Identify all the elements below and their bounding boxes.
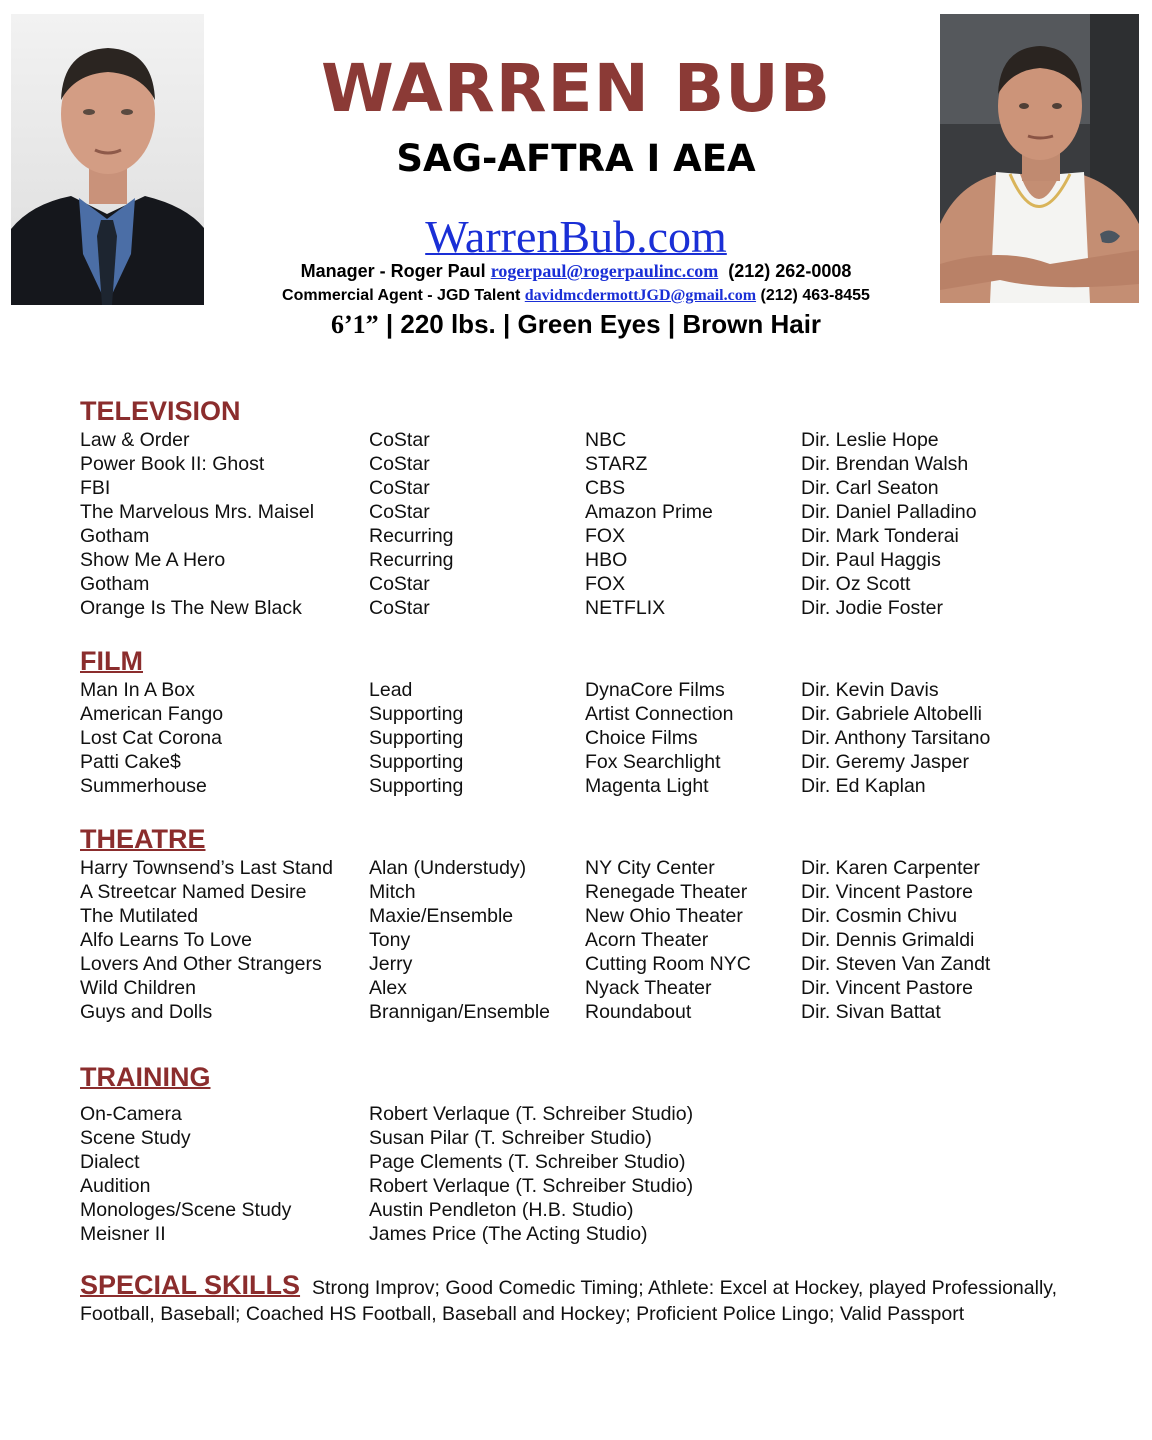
television-row xyxy=(80,572,1080,596)
film-role: Supporting xyxy=(369,775,464,797)
film-role: Lead xyxy=(369,679,413,701)
film-credits xyxy=(80,678,1080,798)
television-network: CBS xyxy=(585,477,626,499)
television-director: Dir. Carl Seaton xyxy=(801,477,939,499)
film-row xyxy=(80,774,1080,798)
television-title: Orange Is The New Black xyxy=(80,597,302,619)
manager-label: Manager - Roger Paul xyxy=(300,261,486,281)
television-title: FBI xyxy=(80,477,111,499)
agent-contact xyxy=(0,286,1152,306)
television-director: Dir. Daniel Palladino xyxy=(801,501,977,523)
television-role: CoStar xyxy=(369,477,430,499)
television-row xyxy=(80,452,1080,476)
television-title: Gotham xyxy=(80,573,150,595)
film-title: American Fango xyxy=(80,703,224,725)
television-network: FOX xyxy=(585,525,626,547)
theatre-title: Wild Children xyxy=(80,977,196,999)
television-role: CoStar xyxy=(369,573,430,595)
film-row xyxy=(80,702,1080,726)
television-row xyxy=(80,500,1080,524)
actor-name: WARREN BUB xyxy=(320,50,832,127)
manager-contact xyxy=(0,260,1152,282)
television-title: Show Me A Hero xyxy=(80,549,226,571)
agent-label: Commercial Agent - JGD Talent xyxy=(282,287,521,304)
manager-email-link[interactable]: rogerpaul@rogerpaulinc.com xyxy=(490,261,719,281)
agent-phone: (212) 463-8455 xyxy=(760,287,870,304)
theatre-venue: Renegade Theater xyxy=(585,881,748,903)
section-title-film: FILM xyxy=(80,646,143,676)
television-row xyxy=(80,428,1080,452)
film-row xyxy=(80,750,1080,774)
stat-eyes: Green Eyes xyxy=(517,309,661,339)
film-director: Dir. Gabriele Altobelli xyxy=(801,703,983,725)
television-role: CoStar xyxy=(369,429,430,451)
union-affiliations: SAG-AFTRA I AEA xyxy=(396,137,756,180)
training-list xyxy=(80,1102,1080,1246)
television-credits xyxy=(80,428,1080,620)
television-row xyxy=(80,548,1080,572)
film-director: Dir. Ed Kaplan xyxy=(801,775,926,797)
section-title-television: TELEVISION xyxy=(80,396,241,426)
theatre-director: Dir. Dennis Grimaldi xyxy=(801,929,975,951)
training-teacher: Page Clements (T. Schreiber Studio) xyxy=(369,1151,686,1173)
theatre-director: Dir. Cosmin Chivu xyxy=(801,905,958,927)
film-studio: Artist Connection xyxy=(585,703,734,725)
film-studio: Fox Searchlight xyxy=(585,751,721,773)
film-studio: Choice Films xyxy=(585,727,698,749)
theatre-role: Maxie/Ensemble xyxy=(369,905,514,927)
theatre-role: Tony xyxy=(369,929,411,951)
stat-separator: | xyxy=(503,309,511,339)
training-teacher: Susan Pilar (T. Schreiber Studio) xyxy=(369,1127,652,1149)
television-title: Law & Order xyxy=(80,429,190,451)
television-network: NBC xyxy=(585,429,627,451)
training-discipline: Audition xyxy=(80,1175,151,1197)
section-title-theatre: THEATRE xyxy=(80,824,206,854)
television-row xyxy=(80,476,1080,500)
physical-stats xyxy=(0,308,1152,341)
training-discipline: Scene Study xyxy=(80,1127,191,1149)
theatre-venue: Nyack Theater xyxy=(585,977,712,999)
training-teacher: Robert Verlaque (T. Schreiber Studio) xyxy=(369,1103,694,1125)
theatre-title: Harry Townsend’s Last Stand xyxy=(80,857,333,879)
theatre-venue: Roundabout xyxy=(585,1001,692,1023)
theatre-role: Mitch xyxy=(369,881,416,903)
training-row xyxy=(80,1150,1080,1174)
theatre-row xyxy=(80,928,1080,952)
television-director: Dir. Jodie Foster xyxy=(801,597,943,619)
theatre-row xyxy=(80,952,1080,976)
training-discipline: Monologes/Scene Study xyxy=(80,1199,292,1221)
television-role: CoStar xyxy=(369,501,430,523)
film-role: Supporting xyxy=(369,751,464,773)
film-title: Man In A Box xyxy=(80,679,195,701)
theatre-row xyxy=(80,856,1080,880)
television-role: Recurring xyxy=(369,549,454,571)
theatre-row xyxy=(80,1000,1080,1024)
television-title: The Marvelous Mrs. Maisel xyxy=(80,501,315,523)
training-teacher: Robert Verlaque (T. Schreiber Studio) xyxy=(369,1175,694,1197)
training-row xyxy=(80,1174,1080,1198)
theatre-title: Alfo Learns To Love xyxy=(80,929,253,951)
theatre-title: Lovers And Other Strangers xyxy=(80,953,322,975)
section-title-special-skills: SPECIAL SKILLS xyxy=(80,1270,301,1300)
television-row xyxy=(80,596,1080,620)
theatre-director: Dir. Karen Carpenter xyxy=(801,857,980,879)
film-title: Lost Cat Corona xyxy=(80,727,222,749)
stat-separator: | xyxy=(385,309,394,339)
theatre-title: A Streetcar Named Desire xyxy=(80,881,307,903)
film-studio: DynaCore Films xyxy=(585,679,725,701)
television-role: Recurring xyxy=(369,525,454,547)
film-role: Supporting xyxy=(369,727,464,749)
website-link[interactable]: WarrenBub.com xyxy=(425,211,727,262)
training-row xyxy=(80,1198,1080,1222)
stat-weight: 220 lbs. xyxy=(400,309,496,339)
television-director: Dir. Brendan Walsh xyxy=(801,453,969,475)
film-role: Supporting xyxy=(369,703,464,725)
television-director: Dir. Oz Scott xyxy=(801,573,911,595)
special-skills xyxy=(80,1272,1080,1327)
theatre-venue: NY City Center xyxy=(585,857,715,879)
training-row xyxy=(80,1222,1080,1246)
film-studio: Magenta Light xyxy=(585,775,709,797)
stat-height: 6’1” xyxy=(330,310,379,339)
television-director: Dir. Paul Haggis xyxy=(801,549,941,571)
theatre-venue: Acorn Theater xyxy=(585,929,709,951)
film-title: Patti Cake$ xyxy=(80,751,181,773)
television-row xyxy=(80,524,1080,548)
theatre-row xyxy=(80,904,1080,928)
theatre-row xyxy=(80,880,1080,904)
television-director: Dir. Mark Tonderai xyxy=(801,525,959,547)
television-network: HBO xyxy=(585,549,628,571)
film-director: Dir. Geremy Jasper xyxy=(801,751,969,773)
film-director: Dir. Kevin Davis xyxy=(801,679,939,701)
theatre-director: Dir. Steven Van Zandt xyxy=(801,953,991,975)
television-network: FOX xyxy=(585,573,626,595)
theatre-title: Guys and Dolls xyxy=(80,1001,213,1023)
theatre-director: Dir. Vincent Pastore xyxy=(801,977,973,999)
film-row xyxy=(80,726,1080,750)
television-network: STARZ xyxy=(585,453,648,475)
theatre-venue: New Ohio Theater xyxy=(585,905,743,927)
theatre-role: Alan (Understudy) xyxy=(369,857,527,879)
television-network: Amazon Prime xyxy=(585,501,713,523)
agent-email-link[interactable]: davidmcdermottJGD@gmail.com xyxy=(524,287,757,304)
theatre-director: Dir. Vincent Pastore xyxy=(801,881,973,903)
training-teacher: James Price (The Acting Studio) xyxy=(369,1223,648,1245)
special-skills-text: Strong Improv; Good Comedic Timing; Athlete: Excel at Hockey, played Professionally, Football, Baseball; Coached HS Football, Baseball and Hockey; Proficient Police Lingo; Valid Passport xyxy=(80,1277,1057,1325)
television-role: CoStar xyxy=(369,453,430,475)
film-row xyxy=(80,678,1080,702)
stat-separator: | xyxy=(667,309,676,339)
television-role: CoStar xyxy=(369,597,430,619)
training-discipline: Dialect xyxy=(80,1151,140,1173)
theatre-row xyxy=(80,976,1080,1000)
stat-hair: Brown Hair xyxy=(682,309,822,339)
film-director: Dir. Anthony Tarsitano xyxy=(801,727,991,749)
television-director: Dir. Leslie Hope xyxy=(801,429,939,451)
theatre-role: Alex xyxy=(369,977,407,999)
theatre-role: Jerry xyxy=(369,953,413,975)
training-discipline: Meisner II xyxy=(80,1223,166,1245)
theatre-director: Dir. Sivan Battat xyxy=(801,1001,941,1023)
television-title: Power Book II: Ghost xyxy=(80,453,265,475)
film-title: Summerhouse xyxy=(80,775,207,797)
training-row xyxy=(80,1126,1080,1150)
theatre-venue: Cutting Room NYC xyxy=(585,953,751,975)
television-title: Gotham xyxy=(80,525,150,547)
training-teacher: Austin Pendleton (H.B. Studio) xyxy=(369,1199,634,1221)
television-network: NETFLIX xyxy=(585,597,666,619)
section-title-training: TRAINING xyxy=(80,1062,211,1092)
manager-phone: (212) 262-0008 xyxy=(728,261,852,281)
theatre-credits xyxy=(80,856,1080,1024)
theatre-title: The Mutilated xyxy=(80,905,199,927)
training-row xyxy=(80,1102,1080,1126)
training-discipline: On-Camera xyxy=(80,1103,182,1125)
theatre-role: Brannigan/Ensemble xyxy=(369,1001,551,1023)
